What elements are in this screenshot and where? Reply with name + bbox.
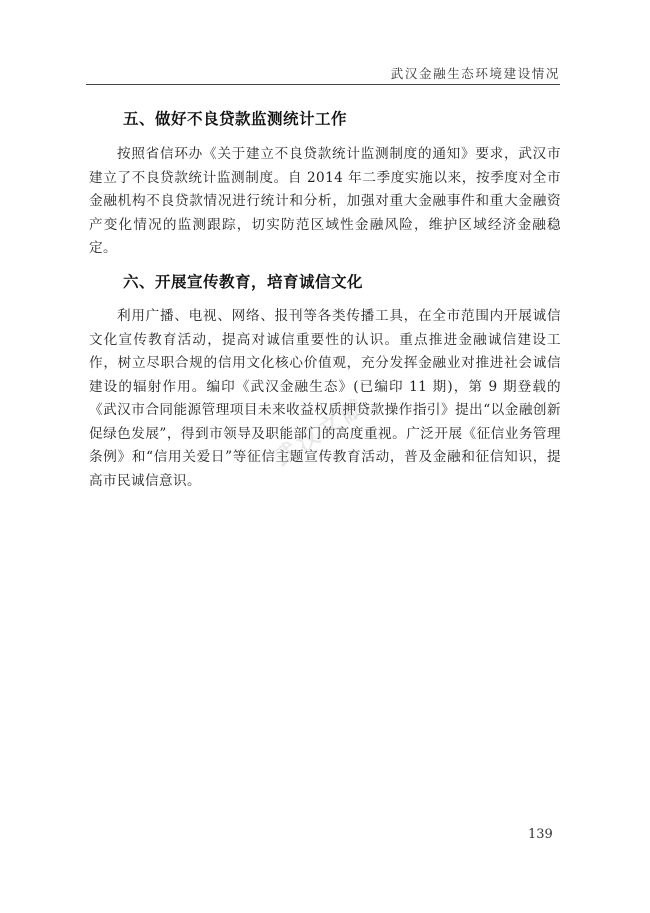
- section-heading: 六、开展宣传教育，培育诚信文化: [123, 273, 364, 291]
- page-number: 139: [528, 827, 553, 842]
- watermark-stamp: 武汉文献: [270, 393, 372, 472]
- section-paragraph: 按照省信环办《关于建立不良贷款统计监测制度的通知》要求，武汉市建立了不良贷款统计监测制度。自 2014 年二季度实施以来，按季度对全市金融机构不良贷款情况进行统计和分析，加强对重大金融事件和重大金融资产变化情况的监测跟踪，切实防范区域性金融风险，维护区域经济金融稳定。: [89, 146, 561, 256]
- running-header: [86, 62, 560, 85]
- section-paragraph: 利用广播、电视、网络、报刊等各类传播工具，在全市范围内开展诚信文化宣传教育活动，提高对诚信重要性的认识。重点推进金融诚信建设工作，树立尽职合规的信用文化核心价值观，充分发挥金融业对推进社会诚信建设的辐射作用。编印《武汉金融生态》(已编印 11 期)，第 9 期登载的《武汉市合同能源管理项目未来收益权质押贷款操作指引》提出“以金融创新促绿色发展”，得到市领导及职能部门的高度重视。广泛开展《征信业务管理条例》和“信用关爱日”等征信主题宣传教育活动，普及金融和征信知识，提高市民诚信意识。: [89, 308, 561, 489]
- running-header-title: 武汉金融生态环境建设情况: [390, 66, 560, 81]
- section-heading: 五、做好不良贷款监测统计工作: [123, 110, 348, 128]
